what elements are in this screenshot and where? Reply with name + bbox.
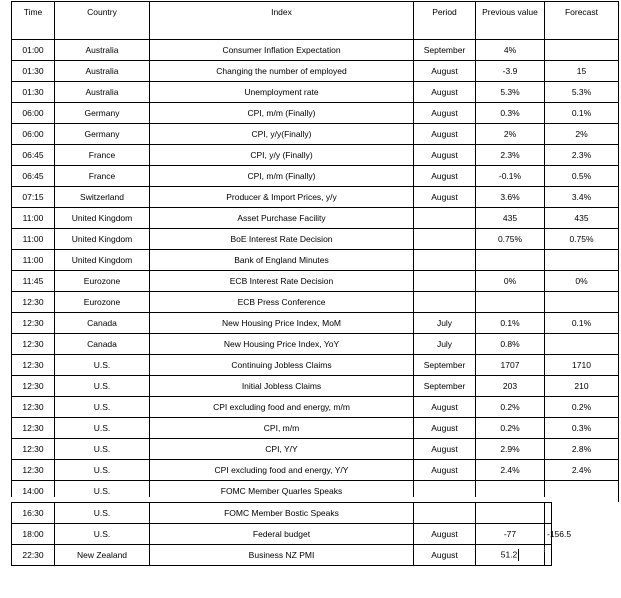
cell-forecast <box>545 503 552 524</box>
cell-period: August <box>414 545 476 566</box>
cell-previous <box>476 250 545 271</box>
cell-country: U.S. <box>55 355 150 376</box>
cell-country: U.S. <box>55 439 150 460</box>
cell-previous: 0.8% <box>476 334 545 355</box>
cell-country: France <box>55 166 150 187</box>
cell-index: New Housing Price Index, MoM <box>150 313 414 334</box>
cell-period: August <box>414 397 476 418</box>
cell-time: 12:30 <box>12 460 55 481</box>
cell-country: United Kingdom <box>55 250 150 271</box>
cell-country: U.S. <box>55 460 150 481</box>
cell-time: 12:30 <box>12 355 55 376</box>
cell-time: 07:15 <box>12 187 55 208</box>
cell-country: New Zealand <box>55 545 150 566</box>
cell-period: August <box>414 145 476 166</box>
cell-forecast <box>545 250 619 271</box>
table-row <box>12 376 619 397</box>
cell-previous: 0.3% <box>476 103 545 124</box>
cell-previous: 2.9% <box>476 439 545 460</box>
cell-period: September <box>414 355 476 376</box>
cell-index: ECB Press Conference <box>150 292 414 313</box>
cell-forecast: 210 <box>545 376 619 397</box>
cell-forecast: 2.8% <box>545 439 619 460</box>
cell-period: August <box>414 61 476 82</box>
cell-index: FOMC Member Quarles Speaks <box>150 481 414 502</box>
table-row <box>12 397 619 418</box>
cell-forecast: 0% <box>545 271 619 292</box>
cell-time: 12:30 <box>12 397 55 418</box>
cell-previous: 0.1% <box>476 313 545 334</box>
cell-index: FOMC Member Bostic Speaks <box>150 503 414 524</box>
cell-index: Initial Jobless Claims <box>150 376 414 397</box>
cell-index: BoE Interest Rate Decision <box>150 229 414 250</box>
cell-index: CPI, m/m <box>150 418 414 439</box>
cell-time: 06:45 <box>12 166 55 187</box>
cell-forecast: 0.2% <box>545 397 619 418</box>
cell-period <box>414 208 476 229</box>
cell-previous <box>476 292 545 313</box>
cell-country: U.S. <box>55 397 150 418</box>
cell-forecast: 435 <box>545 208 619 229</box>
cell-previous: 51.2 <box>476 545 545 566</box>
cell-country: U.S. <box>55 376 150 397</box>
cell-period: August <box>414 460 476 481</box>
cell-index: Producer & Import Prices, y/y <box>150 187 414 208</box>
cell-index: Bank of England Minutes <box>150 250 414 271</box>
cell-time: 06:00 <box>12 124 55 145</box>
cell-forecast: 2.4% <box>545 460 619 481</box>
cell-period: August <box>414 524 476 545</box>
cell-index: Asset Purchase Facility <box>150 208 414 229</box>
cell-period: August <box>414 187 476 208</box>
cell-previous: 0% <box>476 271 545 292</box>
cell-index: Continuing Jobless Claims <box>150 355 414 376</box>
cell-index: CPI, y/y (Finally) <box>150 145 414 166</box>
cell-time: 12:30 <box>12 313 55 334</box>
cell-period <box>414 503 476 524</box>
cell-time: 12:30 <box>12 376 55 397</box>
cell-period <box>414 229 476 250</box>
cell-time: 12:30 <box>12 439 55 460</box>
cell-forecast: 2% <box>545 124 619 145</box>
table-row <box>12 229 619 250</box>
cell-forecast: 0.1% <box>545 313 619 334</box>
cell-country: Canada <box>55 313 150 334</box>
cell-forecast: 15 <box>545 61 619 82</box>
text-cursor <box>518 549 519 561</box>
cell-previous: 2% <box>476 124 545 145</box>
table-row <box>12 145 619 166</box>
table-row <box>12 250 619 271</box>
table-row <box>12 334 619 355</box>
cell-country: Eurozone <box>55 271 150 292</box>
cell-previous: 3.6% <box>476 187 545 208</box>
cell-period: August <box>414 82 476 103</box>
table-row <box>12 40 619 61</box>
cell-time: 01:30 <box>12 61 55 82</box>
table-row <box>12 61 619 82</box>
cell-index: CPI, m/m (Finally) <box>150 103 414 124</box>
col-header-period: Period <box>414 2 476 40</box>
table-row <box>12 439 619 460</box>
cell-index: ECB Interest Rate Decision <box>150 271 414 292</box>
cell-time: 16:30 <box>12 503 55 524</box>
cell-index: Business NZ PMI <box>150 545 414 566</box>
cell-time: 11:00 <box>12 229 55 250</box>
cell-time: 18:00 <box>12 524 55 545</box>
cell-country: U.S. <box>55 418 150 439</box>
cell-country: France <box>55 145 150 166</box>
cell-previous: 2.4% <box>476 460 545 481</box>
cell-time: 11:00 <box>12 250 55 271</box>
cell-index: New Housing Price Index, YoY <box>150 334 414 355</box>
table-row <box>12 187 619 208</box>
table-row <box>12 124 619 145</box>
col-header-time: Time <box>12 2 55 40</box>
cell-previous: -0.1% <box>476 166 545 187</box>
table-row <box>12 418 619 439</box>
economic-calendar-table <box>11 1 619 502</box>
cell-period <box>414 250 476 271</box>
cell-time: 12:30 <box>12 292 55 313</box>
cell-previous: 4% <box>476 40 545 61</box>
cell-country: Germany <box>55 103 150 124</box>
cell-forecast: 1710 <box>545 355 619 376</box>
cell-forecast <box>545 292 619 313</box>
table-row <box>12 292 619 313</box>
cell-time: 06:45 <box>12 145 55 166</box>
cell-forecast: 0.5% <box>545 166 619 187</box>
cell-forecast <box>545 545 552 566</box>
cell-country: United Kingdom <box>55 229 150 250</box>
cell-previous: 2.3% <box>476 145 545 166</box>
cell-country: Australia <box>55 82 150 103</box>
col-header-country: Country <box>55 2 150 40</box>
cell-forecast: 2.3% <box>545 145 619 166</box>
cell-previous: 1707 <box>476 355 545 376</box>
table-row <box>12 103 619 124</box>
table-row <box>12 82 619 103</box>
economic-calendar-table-continued <box>11 502 572 566</box>
cell-previous: 0.2% <box>476 418 545 439</box>
cell-index: Consumer Inflation Expectation <box>150 40 414 61</box>
cell-forecast: 3.4% <box>545 187 619 208</box>
cell-previous: 5.3% <box>476 82 545 103</box>
header-row <box>12 2 619 40</box>
cell-country: Germany <box>55 124 150 145</box>
cell-index: CPI, Y/Y <box>150 439 414 460</box>
cell-index: CPI, y/y(Finally) <box>150 124 414 145</box>
cell-time: 01:30 <box>12 82 55 103</box>
col-header-previous: Previous value <box>476 2 545 40</box>
cell-index: CPI, m/m (Finally) <box>150 166 414 187</box>
table-row <box>12 524 552 545</box>
cell-country: Switzerland <box>55 187 150 208</box>
cell-time: 11:00 <box>12 208 55 229</box>
cell-index: CPI excluding food and energy, m/m <box>150 397 414 418</box>
cell-period: August <box>414 439 476 460</box>
cell-index: Changing the number of employed <box>150 61 414 82</box>
cell-period <box>414 292 476 313</box>
table-row <box>12 460 619 481</box>
cell-previous: 0.75% <box>476 229 545 250</box>
col-header-forecast: Forecast <box>545 2 619 40</box>
cell-previous: 0.2% <box>476 397 545 418</box>
stray-mark: ⁝ <box>543 547 546 554</box>
table-row <box>12 355 619 376</box>
cell-period: September <box>414 40 476 61</box>
table-row <box>12 503 552 524</box>
cell-previous: 203 <box>476 376 545 397</box>
cell-country: Australia <box>55 61 150 82</box>
table-row <box>12 208 619 229</box>
cell-country: Australia <box>55 40 150 61</box>
cell-forecast: -156.5 <box>545 524 552 545</box>
cell-country: U.S. <box>55 481 150 502</box>
cell-previous: -3.9 <box>476 61 545 82</box>
cell-index: Federal budget <box>150 524 414 545</box>
cell-country: Canada <box>55 334 150 355</box>
cell-country: Eurozone <box>55 292 150 313</box>
cell-forecast <box>545 40 619 61</box>
cell-time: 01:00 <box>12 40 55 61</box>
cell-period: August <box>414 418 476 439</box>
cell-previous: 435 <box>476 208 545 229</box>
cell-period: July <box>414 334 476 355</box>
cell-previous: -77 <box>476 524 545 545</box>
cell-time: 11:45 <box>12 271 55 292</box>
cell-period <box>414 271 476 292</box>
cell-period: August <box>414 103 476 124</box>
table-row <box>12 313 619 334</box>
table-row <box>12 545 552 566</box>
table-row <box>12 166 619 187</box>
cell-previous <box>476 503 545 524</box>
table-row <box>12 271 619 292</box>
col-header-index: Index <box>150 2 414 40</box>
cell-period: August <box>414 124 476 145</box>
cell-country: United Kingdom <box>55 208 150 229</box>
cell-country: U.S. <box>55 503 150 524</box>
cell-country: U.S. <box>55 524 150 545</box>
cell-forecast: 0.1% <box>545 103 619 124</box>
cell-forecast <box>545 334 619 355</box>
cell-forecast: 0.75% <box>545 229 619 250</box>
cell-forecast: 5.3% <box>545 82 619 103</box>
cell-time: 12:30 <box>12 418 55 439</box>
cell-period: July <box>414 313 476 334</box>
cell-index: CPI excluding food and energy, Y/Y <box>150 460 414 481</box>
cell-period: August <box>414 166 476 187</box>
cell-time: 22:30 <box>12 545 55 566</box>
cell-time: 14:00 <box>12 481 55 502</box>
cell-forecast: 0.3% <box>545 418 619 439</box>
cell-time: 06:00 <box>12 103 55 124</box>
cell-index: Unemployment rate <box>150 82 414 103</box>
cell-period: September <box>414 376 476 397</box>
cell-time: 12:30 <box>12 334 55 355</box>
